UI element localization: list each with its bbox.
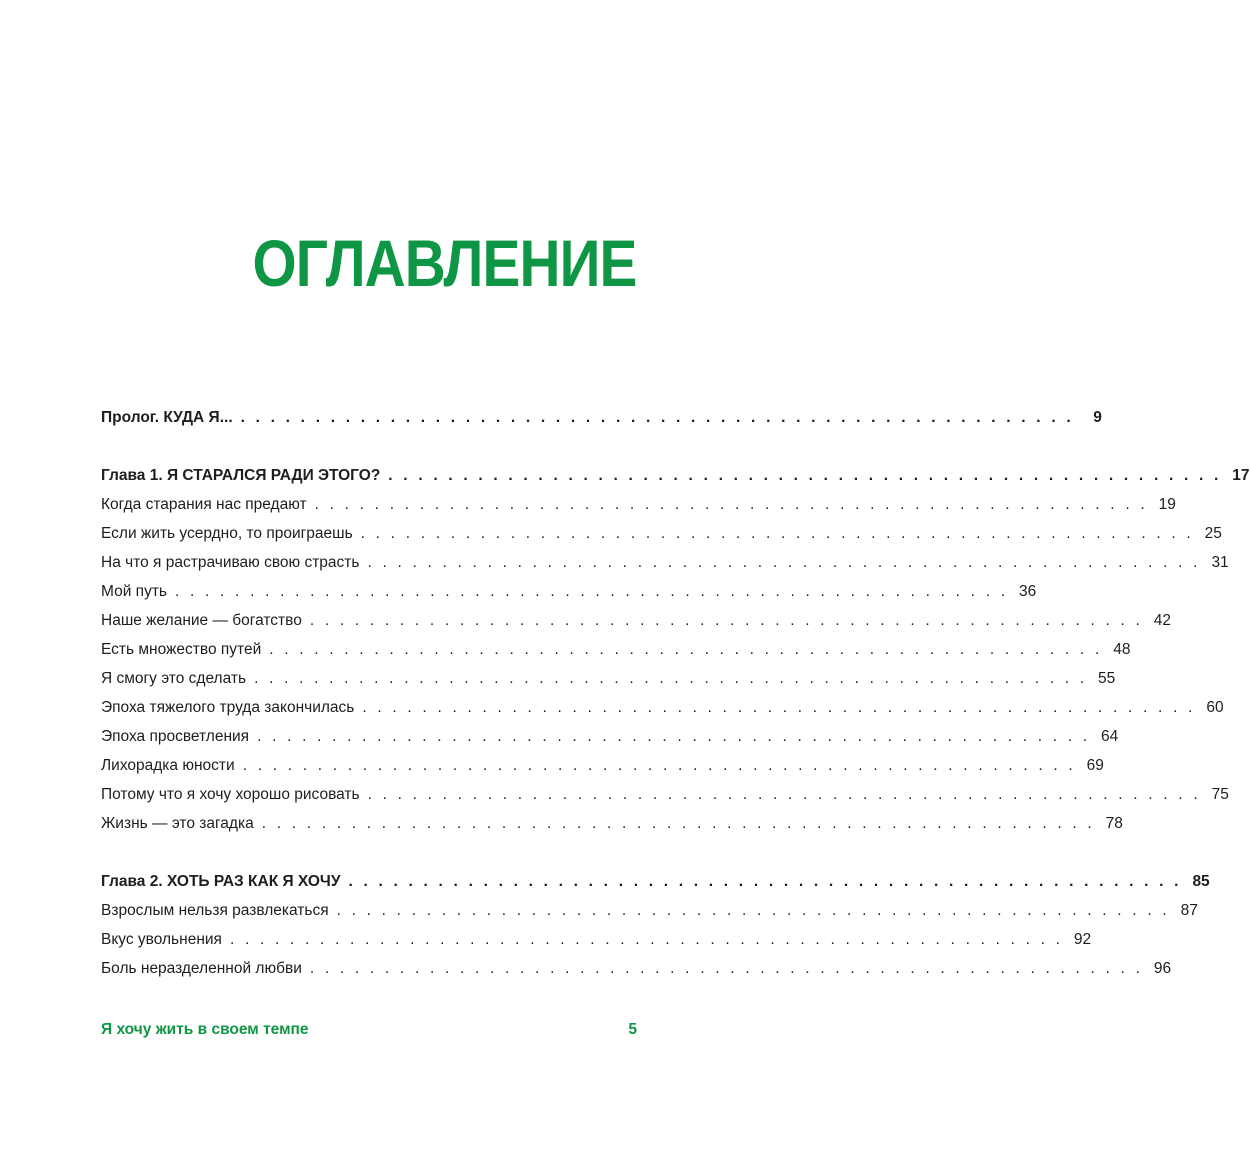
section-gap [101, 432, 637, 461]
dot-leader: . . . . . . . . . . . . . . . . . . . . . . . . . . . . . . . . . . . . . . . . . . . . . . . . . . . . . . . . [269, 641, 1103, 658]
toc-entry-title: Жизнь — это загадка [101, 815, 254, 832]
dot-leader: . . . . . . . . . . . . . . . . . . . . . . . . . . . . . . . . . . . . . . . . . . . . . . . . . . . . . . . . [254, 670, 1088, 687]
toc-entry-page: 85 [1192, 873, 1210, 890]
dot-leader: . . . . . . . . . . . . . . . . . . . . . . . . . . . . . . . . . . . . . . . . . . . . . . . . . . . . . . . . [367, 786, 1201, 803]
toc-entry-title: Если жить усердно, то проиграешь [101, 525, 353, 542]
toc-entry-title: Мой путь [101, 583, 167, 600]
toc-entry-page: 19 [1158, 496, 1176, 513]
dot-leader: . . . . . . . . . . . . . . . . . . . . . . . . . . . . . . . . . . . . . . . . . . . . . . . . . . . . . . . . [367, 554, 1201, 571]
toc-entry[interactable] [101, 896, 1198, 925]
toc-entry[interactable] [101, 519, 1222, 548]
running-footer-book-title: Я хочу жить в своем темпе [101, 1021, 309, 1038]
page-number: 5 [628, 1021, 637, 1038]
toc-entry-chapter-1[interactable] [101, 461, 1250, 490]
toc-entry-page: 55 [1098, 670, 1116, 687]
toc-entry-title: Глава 2. ХОТЬ РАЗ КАК Я ХОЧУ [101, 873, 341, 890]
toc-entry-title: Глава 1. Я СТАРАЛСЯ РАДИ ЭТОГО? [101, 467, 381, 484]
dot-leader: . . . . . . . . . . . . . . . . . . . . . . . . . . . . . . . . . . . . . . . . . . . . . . . . . . . . . . . . [240, 409, 1074, 426]
toc-entry-title: Вкус увольнения [101, 931, 222, 948]
toc-entry-page: 60 [1206, 699, 1224, 716]
toc-entry-page: 25 [1204, 525, 1222, 542]
toc-entry-page: 17 [1232, 467, 1250, 484]
toc-entry-title: Эпоха тяжелого труда закончилась [101, 699, 355, 716]
page-footer [101, 1021, 637, 1039]
dot-leader: . . . . . . . . . . . . . . . . . . . . . . . . . . . . . . . . . . . . . . . . . . . . . . . . . . . . . . . . [360, 525, 1194, 542]
dot-leader: . . . . . . . . . . . . . . . . . . . . . . . . . . . . . . . . . . . . . . . . . . . . . . . . . . . . . . . . [257, 728, 1091, 745]
toc-entry[interactable] [101, 693, 1224, 722]
dot-leader: . . . . . . . . . . . . . . . . . . . . . . . . . . . . . . . . . . . . . . . . . . . . . . . . . . . . . . . . [336, 902, 1170, 919]
toc-entry-title: Наше желание — богатство [101, 612, 302, 629]
table-of-contents [101, 403, 1250, 983]
toc-entry-title: Лихорадка юности [101, 757, 235, 774]
toc-entry-title: Эпоха просветления [101, 728, 250, 745]
toc-entry[interactable] [101, 490, 1176, 519]
toc-entry-prologue[interactable] [101, 403, 1102, 432]
toc-entry[interactable] [101, 722, 1119, 751]
toc-entry-title: Пролог. КУДА Я... [101, 409, 233, 426]
toc-entry-page: 9 [1093, 409, 1102, 426]
toc-entry-page: 42 [1153, 612, 1172, 629]
toc-entry-page: 48 [1113, 641, 1131, 658]
toc-entry-title: Я смогу это сделать [101, 670, 247, 687]
toc-entry[interactable] [101, 925, 1092, 954]
dot-leader: . . . . . . . . . . . . . . . . . . . . . . . . . . . . . . . . . . . . . . . . . . . . . . . . . . . . . . . . [175, 583, 1009, 600]
dot-leader: . . . . . . . . . . . . . . . . . . . . . . . . . . . . . . . . . . . . . . . . . . . . . . . . . . . . . . . . [388, 467, 1222, 484]
toc-entry-title: Когда старания нас предают [101, 496, 307, 513]
toc-entry-page: 96 [1153, 960, 1172, 977]
toc-entry-title: На что я растрачиваю свою страсть [101, 554, 360, 571]
toc-entry[interactable] [101, 664, 1116, 693]
dot-leader: . . . . . . . . . . . . . . . . . . . . . . . . . . . . . . . . . . . . . . . . . . . . . . . . . . . . . . . . [242, 757, 1076, 774]
toc-entry-page: 87 [1180, 902, 1198, 919]
toc-entry[interactable] [101, 780, 1229, 809]
toc-entry[interactable] [101, 635, 1131, 664]
dot-leader: . . . . . . . . . . . . . . . . . . . . . . . . . . . . . . . . . . . . . . . . . . . . . . . . . . . . . . . . [261, 815, 1095, 832]
toc-entry-page: 92 [1073, 931, 1092, 948]
toc-entry[interactable] [101, 577, 1037, 606]
toc-entry-title: Есть множество путей [101, 641, 262, 658]
toc-entry[interactable] [101, 954, 1172, 983]
toc-entry-title: Потому что я хочу хорошо рисовать [101, 786, 360, 803]
toc-entry-title: Взрослым нельзя развлекаться [101, 902, 329, 919]
section-gap [101, 838, 637, 867]
dot-leader: . . . . . . . . . . . . . . . . . . . . . . . . . . . . . . . . . . . . . . . . . . . . . . . . . . . . . . . . [309, 960, 1144, 977]
toc-entry-title: Боль неразделенной любви [101, 960, 302, 977]
toc-entry-page: 75 [1211, 786, 1229, 803]
toc-entry[interactable] [101, 606, 1172, 635]
toc-entry-chapter-2[interactable] [101, 867, 1210, 896]
page-title: ОГЛАВЛЕНИЕ [252, 226, 637, 300]
dot-leader: . . . . . . . . . . . . . . . . . . . . . . . . . . . . . . . . . . . . . . . . . . . . . . . . . . . . . . . . [314, 496, 1148, 513]
dot-leader: . . . . . . . . . . . . . . . . . . . . . . . . . . . . . . . . . . . . . . . . . . . . . . . . . . . . . . . . [362, 699, 1196, 716]
toc-entry[interactable] [101, 548, 1229, 577]
toc-entry-page: 36 [1018, 583, 1037, 600]
toc-entry-page: 64 [1101, 728, 1119, 745]
dot-leader: . . . . . . . . . . . . . . . . . . . . . . . . . . . . . . . . . . . . . . . . . . . . . . . . . . . . . . . . [348, 873, 1182, 890]
dot-leader: . . . . . . . . . . . . . . . . . . . . . . . . . . . . . . . . . . . . . . . . . . . . . . . . . . . . . . . . [309, 612, 1144, 629]
dot-leader: . . . . . . . . . . . . . . . . . . . . . . . . . . . . . . . . . . . . . . . . . . . . . . . . . . . . . . . . [229, 931, 1064, 948]
toc-entry-page: 78 [1105, 815, 1123, 832]
toc-entry[interactable] [101, 751, 1104, 780]
toc-entry[interactable] [101, 809, 1123, 838]
toc-entry-page: 69 [1086, 757, 1104, 774]
toc-entry-page: 31 [1211, 554, 1229, 571]
